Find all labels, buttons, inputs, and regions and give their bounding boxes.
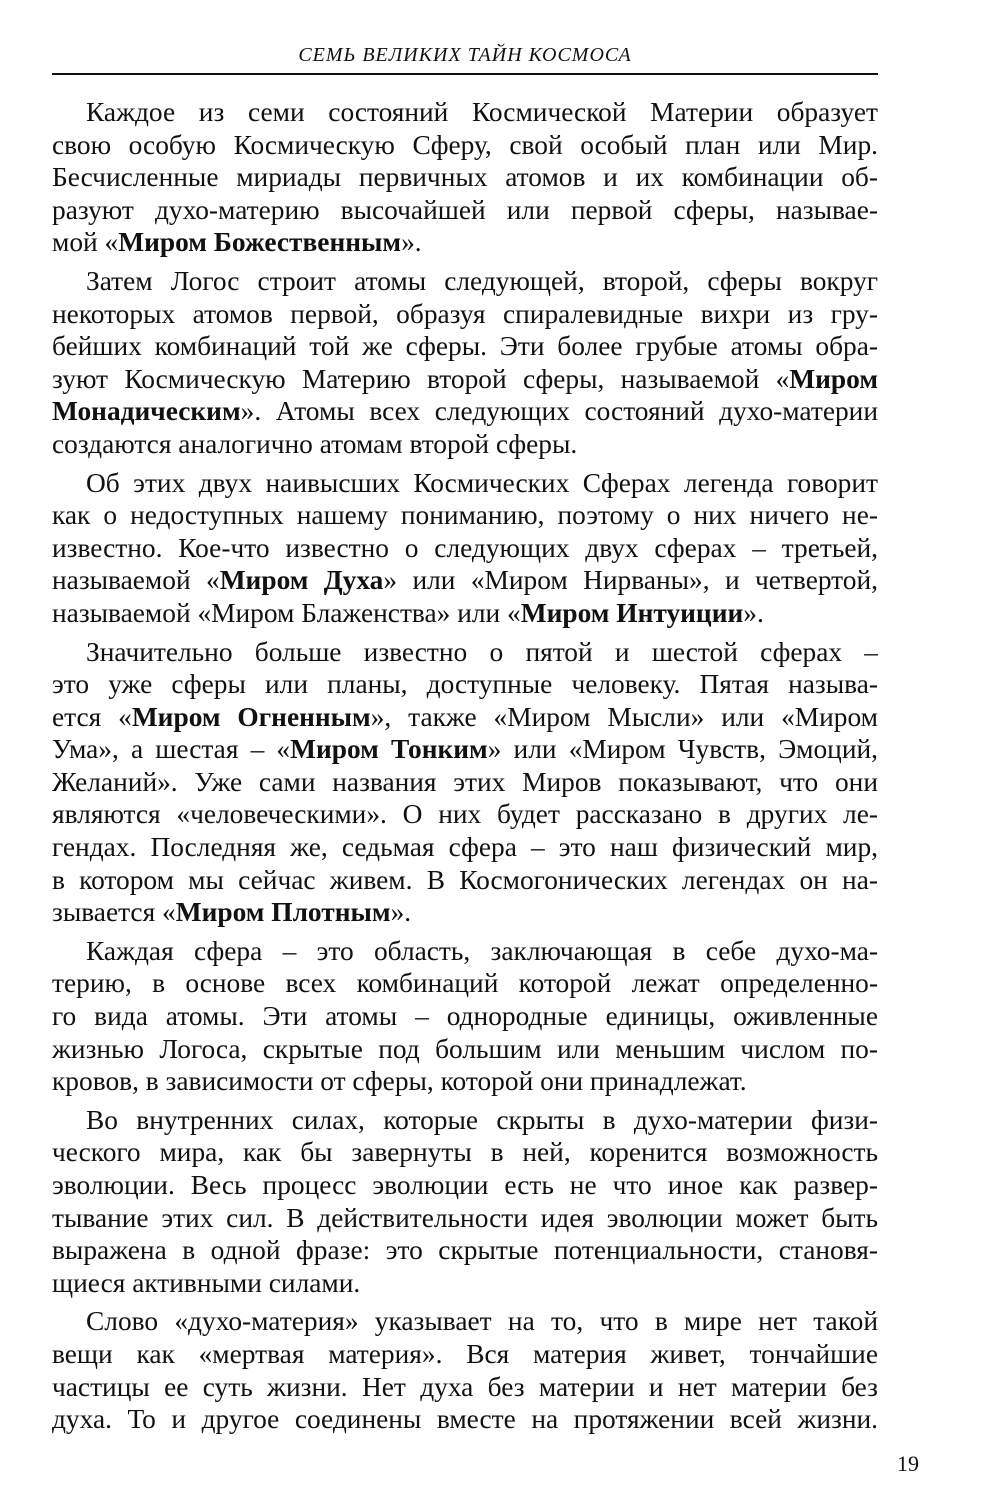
text-run: Желаний». Уже сами названия этих Миров показывают, что они — [52, 766, 878, 797]
paragraph — [52, 467, 878, 630]
text-run: свою особую Космическую Сферу, свой особый план или Мир. — [52, 129, 878, 160]
text-line — [52, 298, 878, 331]
text-line — [52, 967, 878, 1000]
text-line — [52, 636, 878, 669]
body-text — [52, 96, 878, 1442]
text-line — [52, 265, 878, 298]
text-run: разуют духо-материю высочайшей или первой сферы, называе- — [52, 194, 878, 225]
text-line — [52, 564, 878, 597]
text-line — [52, 1104, 878, 1137]
bold-term: Монадическим — [52, 396, 241, 427]
bold-term: Миром Плотным — [175, 897, 391, 928]
text-run: Во внутренних силах, которые скрыты в духо-материи физи- — [86, 1104, 878, 1135]
text-line — [52, 1338, 878, 1371]
paragraph — [52, 935, 878, 1098]
header-rule — [52, 73, 878, 75]
text-line — [52, 161, 878, 194]
bold-term: Миром Духа — [219, 565, 384, 596]
bold-term: Миром Тонким — [290, 734, 488, 765]
text-line — [52, 831, 878, 864]
text-run: », также «Миром Мысли» или «Миром — [370, 701, 879, 732]
paragraph — [52, 636, 878, 929]
text-line — [52, 668, 878, 701]
text-run: » или «Миром Нирваны», и четвертой, — [383, 565, 878, 596]
text-line — [52, 1033, 878, 1066]
text-line — [52, 1000, 878, 1033]
text-run: терию, в основе всех комбинаций которой лежат определенно- — [52, 968, 878, 999]
text-run: выражена в одной фразе: это скрытые потенциальности, становя- — [52, 1235, 878, 1266]
text-line — [52, 194, 878, 227]
text-run: Затем Логос строит атомы следующей, второй, сферы вокруг — [86, 265, 878, 296]
text-line — [52, 395, 878, 428]
text-line — [52, 499, 878, 532]
text-line — [52, 532, 878, 565]
text-line — [52, 226, 878, 259]
paragraph — [52, 265, 878, 461]
text-run: Слово «духо-материя» указывает на то, что в мире нет такой — [86, 1306, 878, 1337]
text-run: ется « — [52, 701, 132, 732]
text-line — [52, 1136, 878, 1169]
text-line — [52, 935, 878, 968]
text-run: ». Атомы всех следующих состояний духо-материи — [240, 396, 878, 427]
text-run: гендах. Последняя же, седьмая сфера – это наш физический мир, — [52, 832, 878, 863]
text-run: называемой « — [52, 565, 220, 596]
text-run: Каждая сфера – это область, заключающая в себе духо-ма- — [86, 935, 878, 966]
text-run: известно. Кое-что известно о следующих двух сферах – третьей, — [52, 532, 878, 563]
text-run: го вида атомы. Эти атомы – однородные единицы, оживленные — [52, 1001, 878, 1032]
page-number: 19 — [897, 1451, 919, 1476]
running-header — [52, 30, 878, 74]
bold-term: Миром Интуиции — [520, 597, 744, 628]
text-run: Бесчисленные мириады первичных атомов и их комбинации об- — [52, 162, 878, 193]
text-line — [52, 467, 878, 500]
text-run: духа. То и другое соединены вместе на протяжении всей жизни. — [52, 1404, 878, 1435]
text-run: частицы ее суть жизни. Нет духа без материи и нет материи без — [52, 1371, 878, 1402]
text-line — [52, 1234, 878, 1267]
text-run: некоторых атомов первой, образуя спиралевидные вихри из гру- — [52, 298, 878, 329]
text-line — [52, 864, 878, 897]
bold-term: Миром Огненным — [131, 701, 371, 732]
text-run: тывание этих сил. В действительности идея эволюции может быть — [52, 1202, 878, 1233]
text-run: зывается « — [52, 897, 176, 928]
text-line — [52, 896, 878, 929]
text-line — [52, 129, 878, 162]
text-run: щиеся активными силами. — [52, 1267, 361, 1298]
text-line — [52, 1169, 878, 1202]
text-run: ческого мира, как бы завернуты в ней, коренится возможность — [52, 1137, 878, 1168]
text-line — [52, 330, 878, 363]
text-line — [52, 597, 878, 630]
text-line — [52, 96, 878, 129]
text-line — [52, 1065, 878, 1098]
text-run: Об этих двух наивысших Космических Сферах легенда говорит — [86, 467, 878, 498]
text-run: мой « — [52, 227, 119, 258]
text-run: Значительно больше известно о пятой и шестой сферах – — [86, 636, 878, 667]
text-run: как о недоступных нашему пониманию, поэтому о них ничего не- — [52, 500, 878, 531]
text-run: вещи как «мертвая материя». Вся материя живет, тончайшие — [52, 1338, 878, 1369]
text-line — [52, 363, 878, 396]
text-line — [52, 1305, 878, 1338]
text-run: » или «Миром Чувств, Эмоций, — [487, 734, 879, 765]
paragraph — [52, 96, 878, 259]
paragraph — [52, 1305, 878, 1435]
text-run: ». — [390, 897, 412, 928]
text-line — [52, 733, 878, 766]
text-line — [52, 766, 878, 799]
text-run: зуют Космическую Материю второй сферы, называемой « — [52, 363, 790, 394]
bold-term: Миром Божественным — [118, 227, 402, 258]
text-line — [52, 798, 878, 831]
text-run: в котором мы сейчас живем. В Космогонических легендах он на- — [52, 864, 878, 895]
text-run: являются «человеческими». О них будет рассказано в других ле- — [52, 799, 878, 830]
text-run: эволюции. Весь процесс эволюции есть не что иное как развер- — [52, 1170, 878, 1200]
text-line — [52, 1403, 878, 1436]
bold-term: Миром — [789, 363, 878, 394]
running-title: СЕМЬ ВЕЛИКИХ ТАЙН КОСМОСА — [298, 44, 632, 66]
text-run: Каждое из семи состояний Космической Материи образует — [86, 97, 878, 127]
text-run: ». — [401, 227, 422, 258]
text-run: жизнью Логоса, скрытые под большим или меньшим числом по- — [52, 1033, 878, 1064]
text-run: кровов, в зависимости от сферы, которой они принадлежат. — [52, 1066, 747, 1097]
text-run: это уже сферы или планы, доступные человеку. Пятая называ- — [52, 669, 878, 700]
text-run: ». — [743, 597, 764, 628]
text-line — [52, 1371, 878, 1404]
text-line — [52, 1267, 878, 1300]
text-run: бейших комбинаций той же сферы. Эти более грубые атомы обра- — [52, 331, 878, 362]
text-run: Ума», а шестая – « — [52, 734, 291, 765]
text-run: создаются аналогично атомам второй сферы. — [52, 428, 578, 459]
text-line — [52, 428, 878, 461]
text-line — [52, 1202, 878, 1235]
paragraph — [52, 1104, 878, 1300]
text-line — [52, 701, 878, 734]
text-run: называемой «Миром Блаженства» или « — [52, 597, 521, 628]
